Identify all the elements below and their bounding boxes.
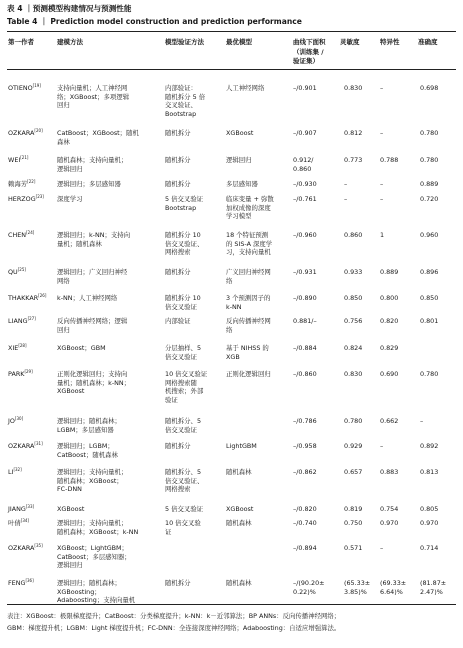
sens-cell: – <box>344 195 348 203</box>
acc-cell: 0.801 <box>420 317 439 325</box>
spec-cell: 0.820 <box>380 317 399 325</box>
reference-number: [30] <box>14 416 24 421</box>
method-cell: 逻辑回归；随机森林； XGBoosting； Adaboosting；支持向量机 <box>57 579 136 605</box>
best-cell: 反向传播神经网 络 <box>226 317 271 334</box>
spec-cell: – <box>380 129 384 137</box>
auc-cell: –/(90.20± 0.22)% <box>293 579 325 596</box>
author-cell <box>8 317 36 326</box>
sens-cell: 0.830 <box>344 84 363 92</box>
auc-cell: –/0.958 <box>293 442 317 450</box>
best-cell: XGBoost <box>226 129 254 137</box>
header-accuracy: 准确度 <box>418 38 438 46</box>
validation-cell: 10 倍交叉验 证 <box>165 519 201 536</box>
method-cell: 逻辑回归；支持向量机； 随机森林；XGBoost；k-NN <box>57 519 139 536</box>
auc-cell: –/0.884 <box>293 344 317 352</box>
spec-cell: 0.800 <box>380 294 399 302</box>
validation-cell: 5 倍交叉验证 Bootstrap <box>165 195 204 212</box>
reference-number: [29] <box>24 369 33 374</box>
best-cell: 正则化逻辑回归 <box>226 370 271 378</box>
sens-cell: 0.824 <box>344 344 363 352</box>
acc-cell: 0.805 <box>420 505 439 513</box>
best-cell: 多层感知器 <box>226 180 258 188</box>
best-cell: 基于 NIHSS 的 XGB <box>226 344 269 361</box>
validation-cell: 随机拆分 <box>165 442 191 450</box>
header-best-model: 最优模型 <box>226 38 252 46</box>
header-author: 第一作者 <box>8 38 34 46</box>
author-cell <box>8 156 28 165</box>
reference-number: [28] <box>18 343 27 348</box>
auc-cell: –/0.786 <box>293 417 317 425</box>
header-method: 建模方法 <box>57 38 83 46</box>
acc-cell: 0.698 <box>420 84 439 92</box>
spec-cell: 0.690 <box>380 370 399 378</box>
author-name: LIANG <box>8 317 28 325</box>
best-cell: 18 个特征预测 的 SIS-A 深度学 习，支持向量机 <box>226 231 273 257</box>
author-name: WEI <box>8 156 21 164</box>
acc-cell: 0.714 <box>420 544 439 552</box>
author-cell <box>8 231 34 240</box>
acc-cell: 0.850 <box>420 294 439 302</box>
auc-cell: –/0.907 <box>293 129 317 137</box>
author-name: QU <box>8 268 18 276</box>
author-cell <box>8 294 46 303</box>
reference-number: [33] <box>25 504 35 509</box>
best-cell: 3 个预测因子的 k-NN <box>226 294 271 311</box>
reference-number: [21] <box>20 155 29 160</box>
spec-cell: 0.970 <box>380 519 399 527</box>
sens-cell: 0.571 <box>344 544 363 552</box>
author-name: XIE <box>8 344 19 352</box>
reference-number: [19] <box>32 83 41 88</box>
method-cell: 逻辑回归；支持向量机； 随机森林；XGBoost； FC-DNN <box>57 468 128 494</box>
author-name: HERZOG <box>8 195 36 203</box>
header-specificity: 特异性 <box>380 38 400 46</box>
sens-cell: 0.812 <box>344 129 363 137</box>
table-footnote: 表注：XGBoost：极限梯度提升；CatBoost：分类梯度提升；k-NN：k－近邻算法；BP ANNs：反向传播神经网络； GBM：梯度提升机；LGBM：Light 梯度提升机；FC-DNN：全连接深度神经网络；Adaboosting：自适应增强算法。 <box>7 612 341 632</box>
method-cell: XGBoost；LightGBM； CatBoost；多层感知器； 逻辑回归 <box>57 544 131 570</box>
best-cell: 随机森林 <box>226 579 252 587</box>
author-name: OTIENO <box>8 84 33 92</box>
best-cell: 人工神经网络 <box>226 84 265 92</box>
best-cell: 广义回归神经网 络 <box>226 268 271 285</box>
author-cell <box>8 344 27 353</box>
author-cell <box>8 180 35 189</box>
acc-cell: 0.896 <box>420 268 439 276</box>
best-cell: 临床变量 + 弥散 加权成像的深度 学习模型 <box>226 195 274 221</box>
author-cell <box>8 519 29 528</box>
auc-cell: –/0.930 <box>293 180 317 188</box>
author-cell <box>8 417 23 426</box>
sens-cell: – <box>344 180 348 188</box>
reference-number: [25] <box>17 267 26 272</box>
author-name: OZKARA <box>8 544 35 552</box>
author-name: THAKKAR <box>8 294 39 302</box>
sens-cell: (65.33± 3.85)% <box>344 579 371 596</box>
top-rule <box>7 31 456 32</box>
author-name: PARK <box>8 370 25 378</box>
auc-cell: –/0.860 <box>293 370 317 378</box>
author-name: OZKARA <box>8 442 35 450</box>
auc-cell: 0.881/– <box>293 317 317 325</box>
reference-number: [23] <box>35 194 44 199</box>
table-caption-en: Table 4 ｜ Prediction model construction and prediction performance <box>7 17 302 26</box>
validation-cell: 随机拆分、5 倍交叉验证、 网格搜索 <box>165 468 204 494</box>
validation-cell: 随机拆分 10 倍交叉验证、 网格搜索 <box>165 231 204 257</box>
acc-cell: (81.87± 2.47)% <box>420 579 447 596</box>
auc-cell: –/0.890 <box>293 294 317 302</box>
method-cell: 随机森林；支持向量机； 逻辑回归 <box>57 156 128 173</box>
table-caption-cn: 表 4 ｜预测模型构建情况与预测性能 <box>7 4 132 13</box>
author-cell <box>8 268 26 277</box>
header-rule <box>7 69 456 70</box>
header-validation: 模型验证方法 <box>165 38 204 46</box>
spec-cell: – <box>380 180 384 188</box>
spec-cell: 0.889 <box>380 268 399 276</box>
sens-cell: 0.860 <box>344 231 363 239</box>
method-cell: XGBoost；GBM <box>57 344 106 352</box>
acc-cell: 0.889 <box>420 180 439 188</box>
sens-cell: 0.819 <box>344 505 363 513</box>
validation-cell: 随机拆分 <box>165 156 191 164</box>
author-cell <box>8 579 34 588</box>
method-cell: 深度学习 <box>57 195 83 203</box>
acc-cell: 0.780 <box>420 129 439 137</box>
acc-cell: 0.960 <box>420 231 439 239</box>
bottom-rule <box>7 604 456 605</box>
sens-cell: 0.830 <box>344 370 363 378</box>
reference-number: [20] <box>34 128 43 133</box>
method-cell: 逻辑回归；随机森林； LGBM；多层感知器 <box>57 417 121 434</box>
method-cell: 逻辑回归；k-NN；支持向 量机；随机森林 <box>57 231 131 248</box>
acc-cell: 0.970 <box>420 519 439 527</box>
sens-cell: 0.773 <box>344 156 363 164</box>
author-name: 叶倩 <box>8 519 21 527</box>
reference-number: [32] <box>13 467 22 472</box>
method-cell: CatBoost；XGBoost；随机 森林 <box>57 129 139 146</box>
sens-cell: 0.929 <box>344 442 363 450</box>
author-name: OZKARA <box>8 129 35 137</box>
validation-cell: 分层抽样、5 倍交叉验证 <box>165 344 202 361</box>
auc-cell: –/0.761 <box>293 195 317 203</box>
best-cell: 随机森林 <box>226 468 252 476</box>
spec-cell: – <box>380 544 384 552</box>
acc-cell: 0.780 <box>420 156 439 164</box>
best-cell: XGBoost <box>226 505 254 513</box>
author-name: JO <box>8 417 15 425</box>
validation-cell: 随机拆分 <box>165 180 191 188</box>
auc-cell: –/0.862 <box>293 468 317 476</box>
acc-cell: 0.813 <box>420 468 439 476</box>
reference-number: [31] <box>34 441 43 446</box>
author-cell <box>8 442 43 451</box>
spec-cell: 0.829 <box>380 344 399 352</box>
best-cell: 随机森林 <box>226 519 252 527</box>
validation-cell: 随机拆分 10 倍交叉验证 <box>165 294 201 311</box>
reference-number: [26] <box>38 293 47 298</box>
auc-cell: 0.912/ 0.860 <box>293 156 314 173</box>
author-name: CHEN <box>8 231 27 239</box>
validation-cell: 10 倍交叉验证 网格搜索随 机搜索；外部 验证 <box>165 370 208 405</box>
best-cell: 逻辑回归 <box>226 156 252 164</box>
spec-cell: – <box>380 84 384 92</box>
spec-cell: – <box>380 195 384 203</box>
auc-cell: –/0.960 <box>293 231 317 239</box>
sens-cell: 0.750 <box>344 519 363 527</box>
validation-cell: 内部验证： 随机拆分 5 倍 交叉验证、 Bootstrap <box>165 84 206 119</box>
method-cell: 支持向量机；人工神经网 络；XGBoost；多项逻辑 回归 <box>57 84 130 110</box>
method-cell: XGBoost <box>57 505 85 513</box>
author-cell <box>8 195 44 204</box>
method-cell: 逻辑回归；多层感知器 <box>57 180 121 188</box>
spec-cell: – <box>380 442 384 450</box>
author-cell <box>8 505 34 514</box>
method-cell: k-NN；人工神经网络 <box>57 294 118 302</box>
spec-cell: (69.33± 6.64)% <box>380 579 407 596</box>
spec-cell: 0.662 <box>380 417 399 425</box>
header-sensitivity: 灵敏度 <box>340 38 360 46</box>
validation-cell: 5 倍交叉验证 <box>165 505 204 513</box>
author-cell <box>8 84 41 93</box>
spec-cell: 0.754 <box>380 505 399 513</box>
auc-cell: –/0.740 <box>293 519 317 527</box>
method-cell: 反向传播神经网络；逻辑 回归 <box>57 317 128 334</box>
sens-cell: 0.657 <box>344 468 363 476</box>
author-name: 赖海芳 <box>8 180 28 188</box>
reference-number: [36] <box>25 578 34 583</box>
author-name: JIANG <box>8 505 26 513</box>
method-cell: 逻辑回归；LGBM； CatBoost；随机森林 <box>57 442 118 459</box>
acc-cell: 0.780 <box>420 370 439 378</box>
validation-cell: 随机拆分、5 倍交叉验证 <box>165 417 202 434</box>
reference-number: [24] <box>26 230 35 235</box>
auc-cell: –/0.894 <box>293 544 317 552</box>
sens-cell: 0.850 <box>344 294 363 302</box>
header-auc: 曲线下面积 （训练集 / 验证集） <box>293 38 326 65</box>
method-cell: 正则化逻辑回归；支持向 量机；随机森林；k-NN； XGBoost <box>57 370 131 396</box>
validation-cell: 随机拆分 <box>165 579 191 587</box>
reference-number: [35] <box>34 543 43 548</box>
author-cell <box>8 370 33 379</box>
sens-cell: 0.933 <box>344 268 363 276</box>
spec-cell: 1 <box>380 231 385 239</box>
auc-cell: –/0.820 <box>293 505 317 513</box>
validation-cell: 随机拆分 <box>165 268 191 276</box>
author-cell <box>8 129 43 138</box>
reference-number: [22] <box>27 179 36 184</box>
sens-cell: 0.756 <box>344 317 363 325</box>
reference-number: [34] <box>20 518 29 523</box>
sens-cell: 0.780 <box>344 417 363 425</box>
validation-cell: 内部验证 <box>165 317 191 325</box>
author-name: LI <box>8 468 14 476</box>
spec-cell: 0.788 <box>380 156 399 164</box>
best-cell: LightGBM <box>226 442 257 450</box>
validation-cell: 随机拆分 <box>165 129 191 137</box>
auc-cell: –/0.931 <box>293 268 317 276</box>
spec-cell: 0.883 <box>380 468 399 476</box>
method-cell: 逻辑回归；广义回归神经 网络 <box>57 268 128 285</box>
author-cell <box>8 468 22 477</box>
acc-cell: – <box>420 417 424 425</box>
acc-cell: 0.720 <box>420 195 439 203</box>
acc-cell: 0.892 <box>420 442 439 450</box>
author-cell <box>8 544 43 553</box>
auc-cell: –/0.901 <box>293 84 317 92</box>
author-name: FENG <box>8 579 26 587</box>
reference-number: [27] <box>27 316 36 321</box>
